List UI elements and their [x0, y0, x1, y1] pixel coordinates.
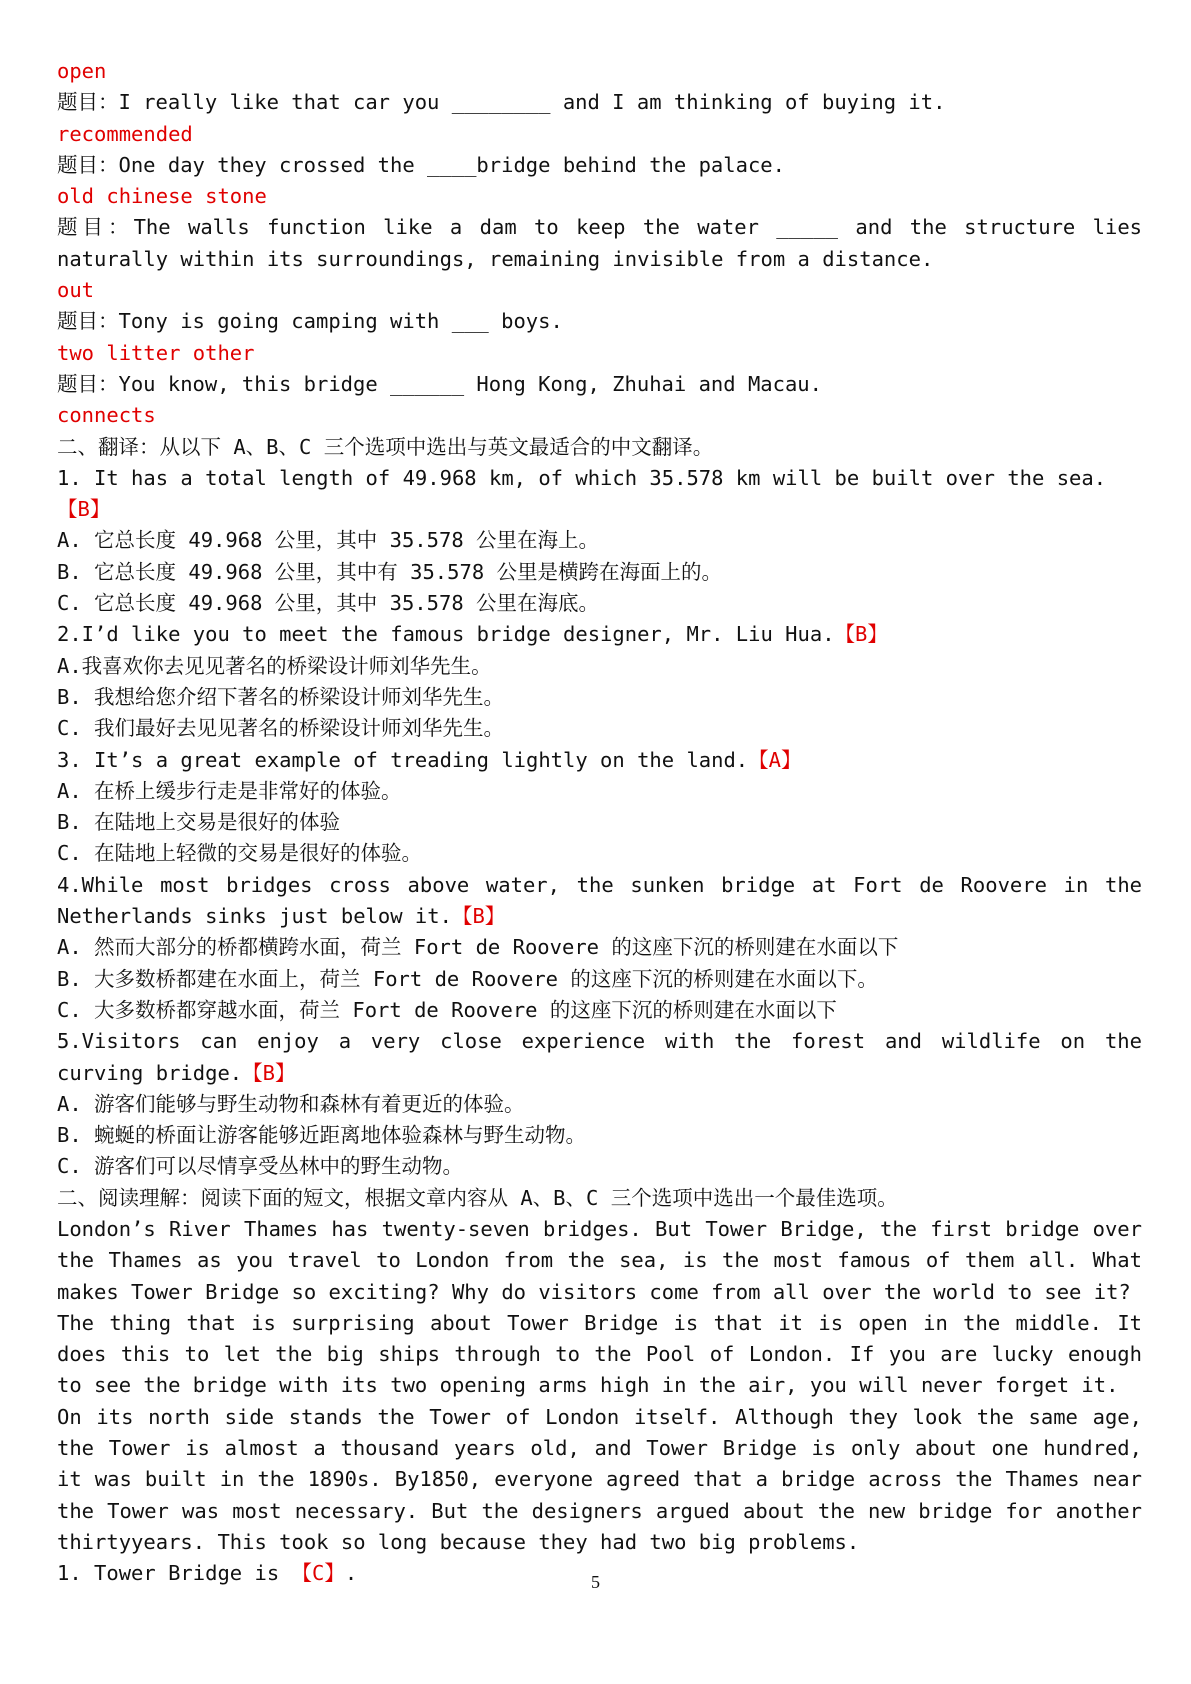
translation-sentence: 4.While most bridges cross above water, the sunken bridge at Fort de Roovere in the Netherlands sinks just below it.【B】 [57, 872, 1155, 929]
question-line: 题目：One day they crossed the ____bridge behind the palace. [57, 152, 785, 177]
answer-line: recommended [57, 121, 193, 146]
section-heading-reading: 二、阅读理解：阅读下面的短文，根据文章内容从 A、B、C 三个选项中选出一个最佳选项。 [57, 1185, 898, 1210]
option-line: A. 它总长度 49.968 公里，其中 35.578 公里在海上。 [57, 528, 599, 553]
translation-sentence: 2.I’d like you to meet the famous bridge designer, Mr. Liu Hua.【B】 [57, 622, 888, 647]
option-line: B. 在陆地上交易是很好的体验 [57, 810, 341, 835]
translation-sentence: 1. It has a total length of 49.968 km, of which 35.578 km will be built over the sea.【B】 [57, 465, 1107, 522]
section-heading-translation: 二、翻译：从以下 A、B、C 三个选项中选出与英文最适合的中文翻译。 [57, 434, 714, 459]
question-line: 题目：Tony is going camping with ___ boys. [57, 309, 563, 334]
reading-question: 1. Tower Bridge is 【C】. [57, 1561, 358, 1586]
page-number: 5 [591, 1572, 600, 1592]
question-line: 题目：You know, this bridge ______ Hong Kong, Zhuhai and Macau. [57, 371, 822, 396]
option-line: C. 游客们可以尽情享受丛林中的野生动物。 [57, 1154, 464, 1179]
option-line: B. 它总长度 49.968 公里，其中有 35.578 公里是横跨在海面上的。 [57, 559, 722, 584]
answer-line: old chinese stone [57, 184, 267, 209]
reading-paragraph: London’s River Thames has twenty-seven bridges. But Tower Bridge, the first bridge over the Thames as you travel to London from the sea, is the most famous of them all. What makes Tower Bridge so exciting? Why do visitors come from all over the world to see it? [57, 1216, 1155, 1304]
option-line: B. 蜿蜒的桥面让游客能够近距离地体验森林与野生动物。 [57, 1123, 587, 1148]
answer-line: two litter other [57, 340, 255, 365]
option-line: B. 大多数桥都建在水面上，荷兰 Fort de Roovere 的这座下沉的桥则建在水面以下。 [57, 966, 878, 991]
question-line: 题目：The walls function like a dam to keep the water _____ and the structure lies naturally within its surroundings, remaining invisible from a distance. [57, 215, 1155, 271]
translation-sentence: 5.Visitors can enjoy a very close experience with the forest and wildlife on the curving bridge.【B】 [57, 1029, 1155, 1085]
option-line: A.我喜欢你去见见著名的桥梁设计师刘华先生。 [57, 653, 492, 678]
answer-line: connects [57, 403, 156, 428]
answer-badge: 【B】 [451, 904, 506, 929]
option-line: A. 在桥上缓步行走是非常好的体验。 [57, 778, 402, 803]
document-page [57, 56, 1155, 1590]
option-line: C. 在陆地上轻微的交易是很好的体验。 [57, 841, 423, 866]
option-line: A. 游客们能够与野生动物和森林有着更近的体验。 [57, 1091, 525, 1116]
answer-badge: 【B】 [834, 622, 888, 647]
option-line: C. 大多数桥都穿越水面，荷兰 Fort de Roovere 的这座下沉的桥则建在水面以下 [57, 997, 837, 1022]
answer-line: out [57, 278, 95, 303]
option-line: C. 我们最好去见见著名的桥梁设计师刘华先生。 [57, 716, 505, 741]
option-line: B. 我想给您介绍下著名的桥梁设计师刘华先生。 [57, 684, 505, 709]
translation-sentence: 3. It’s a great example of treading lightly on the land.【A】 [57, 747, 802, 772]
reading-paragraph: The thing that is surprising about Tower Bridge is that it is open in the middle. It does this to let the big ships through to the Pool of London. If you are lucky enough to see the bridge with its two opening arms high in the air, you will never forget it. [57, 1310, 1155, 1398]
question-line: 题目：I really like that car you ________ and I am thinking of buying it. [57, 90, 946, 115]
reading-paragraph: On its north side stands the Tower of London itself. Although they look the same age, the Tower is almost a thousand years old, and Tower Bridge is only about one hundred, it was built in the 1890s. By1850, everyone agreed that a bridge across the Thames near the Tower was most necessary. But the designers argued about the new bridge for another thirtyyears. This took so long because they had two big problems. [57, 1404, 1155, 1554]
answer-badge: 【A】 [748, 747, 802, 772]
option-line: A. 然而大部分的桥都横跨水面，荷兰 Fort de Roovere 的这座下沉的桥则建在水面以下 [57, 935, 899, 960]
answer-badge: 【B】 [242, 1060, 296, 1085]
answer-badge: 【C】 [291, 1561, 345, 1586]
answer-line: open [57, 59, 107, 83]
answer-badge: 【B】 [57, 497, 111, 522]
option-line: C. 它总长度 49.968 公里，其中 35.578 公里在海底。 [57, 591, 599, 616]
